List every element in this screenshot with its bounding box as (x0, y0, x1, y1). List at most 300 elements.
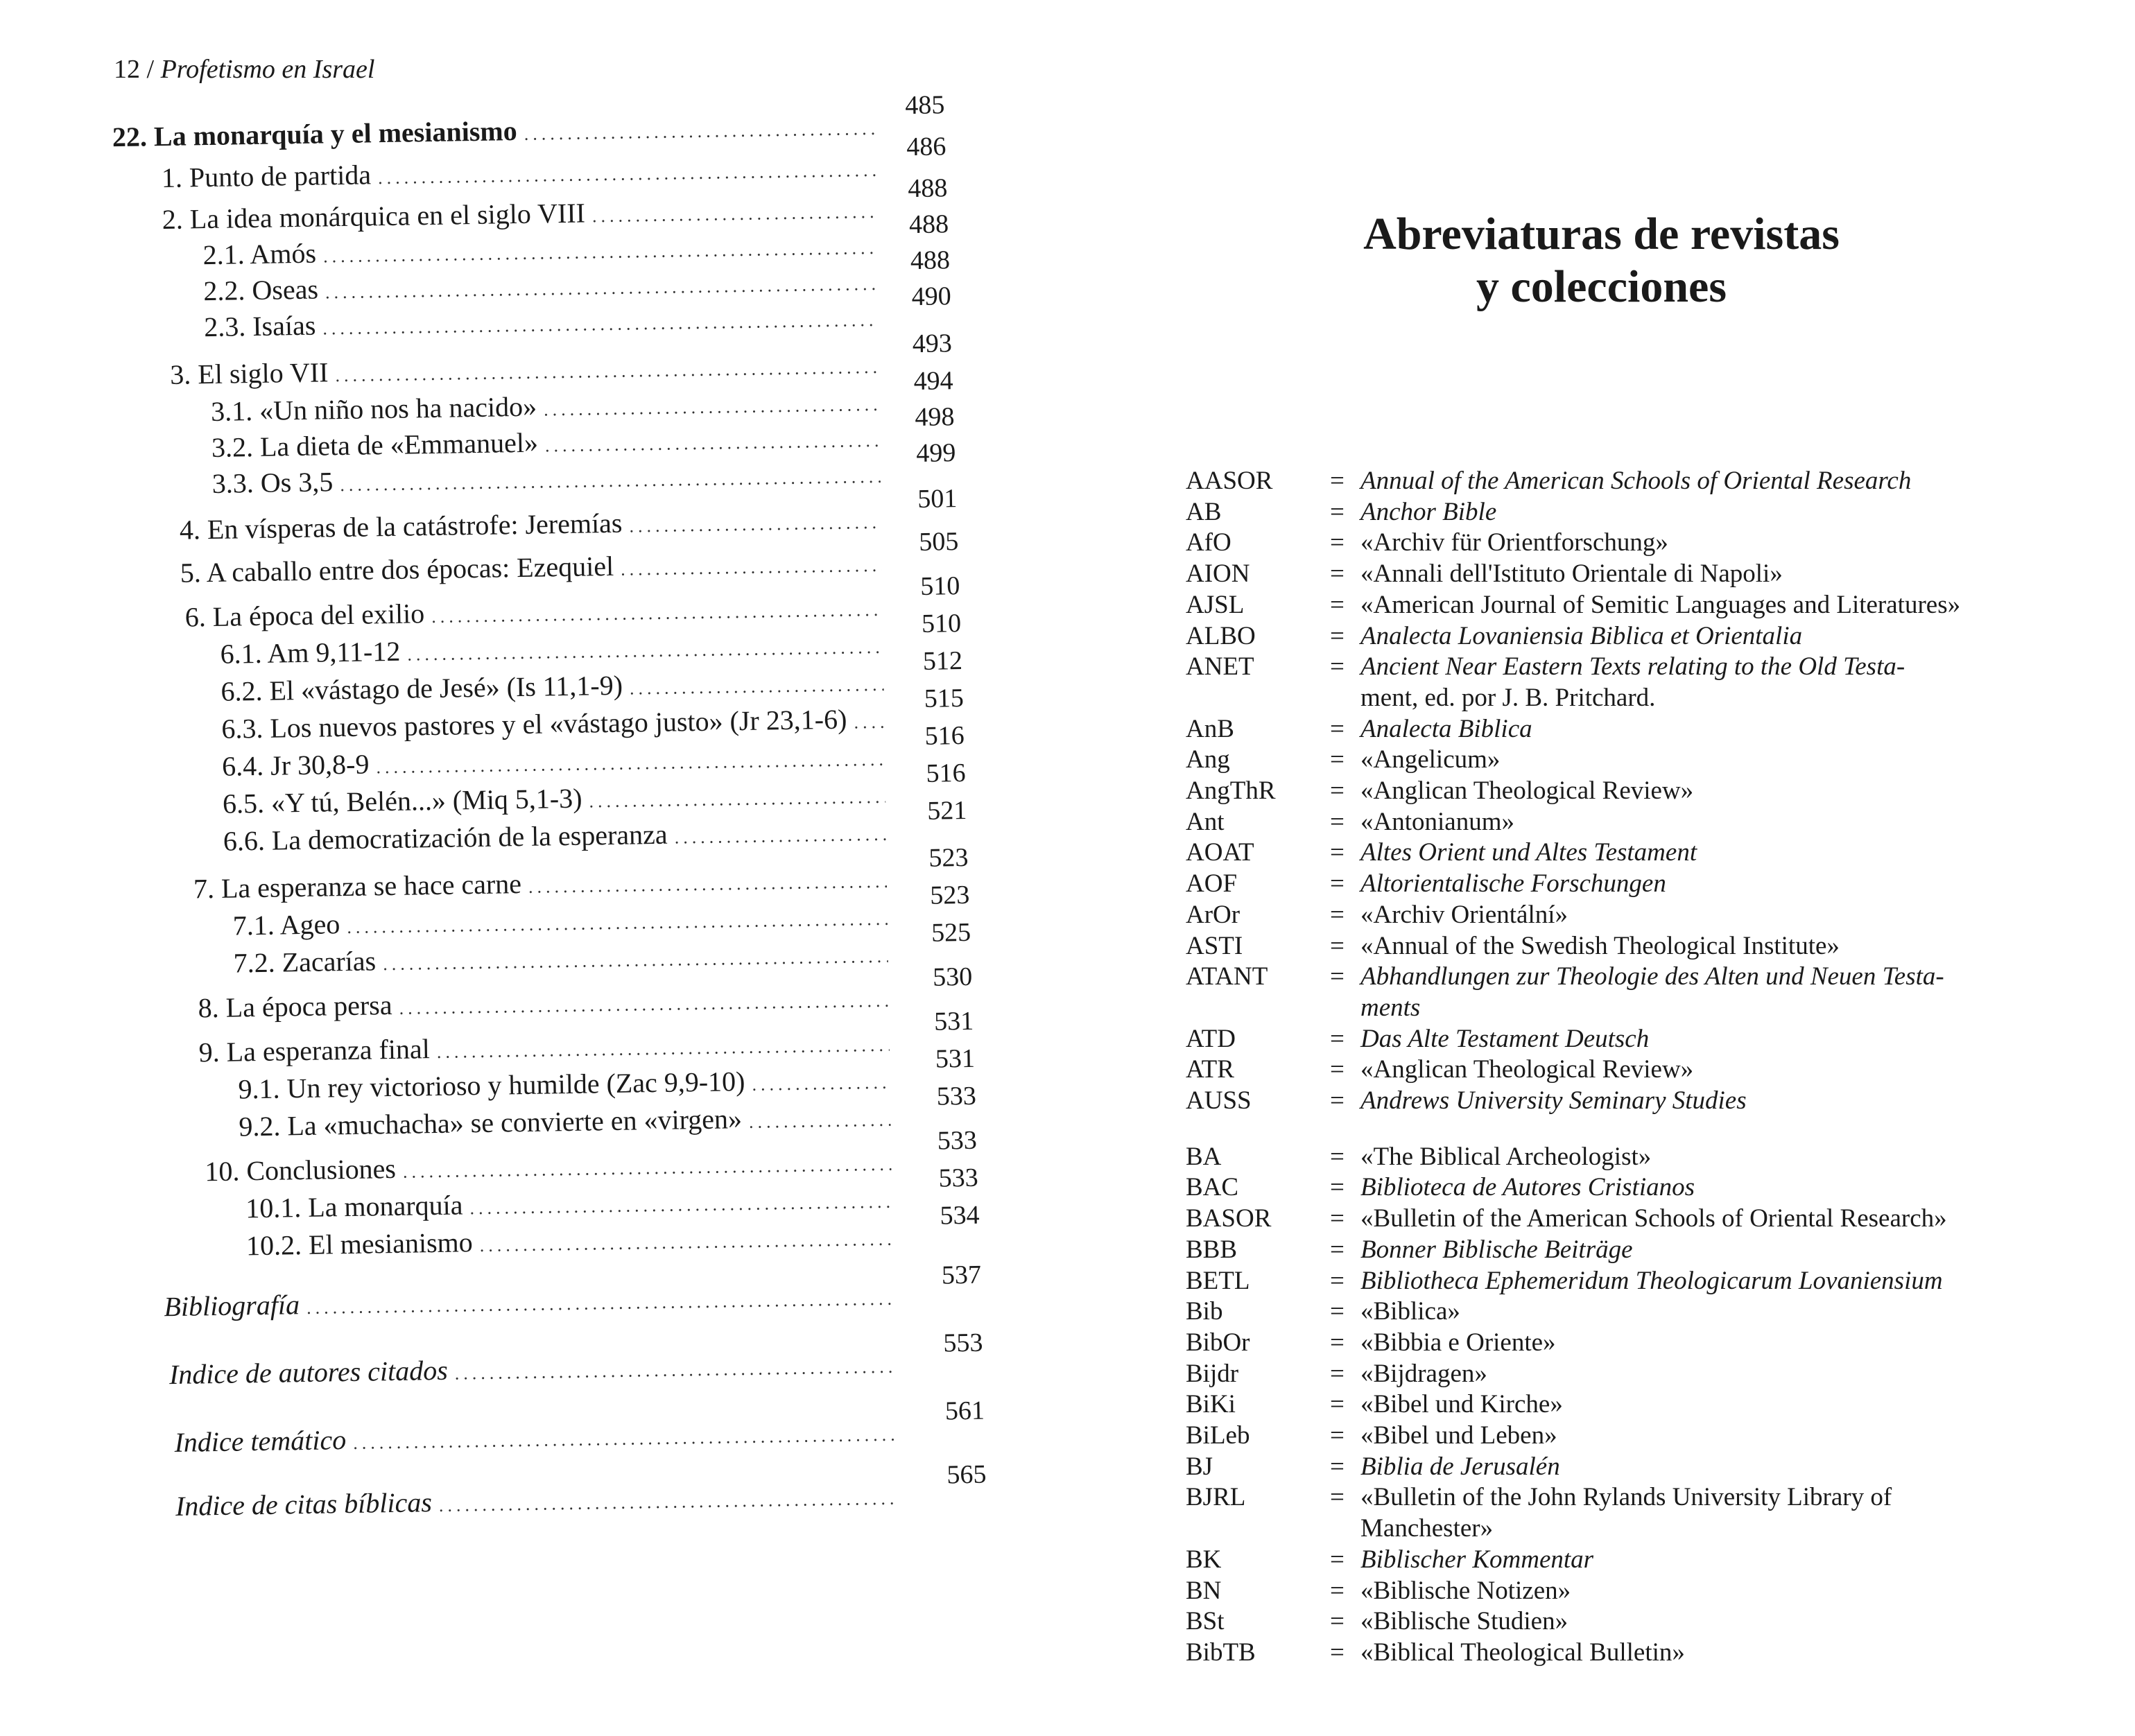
abbreviation-code: AB (1186, 497, 1222, 526)
abbreviation-row (1186, 1606, 2039, 1637)
abbreviation-code: AJSL (1186, 590, 1245, 619)
toc-entry (193, 862, 888, 905)
toc-entry-title: En vísperas de la catástrofe: Jeremías (207, 507, 623, 546)
equals-sign: = (1330, 1483, 1345, 1512)
toc-entry-title: Indice temático (174, 1424, 347, 1458)
toc-entry-title: Amós (250, 237, 317, 270)
equals-sign: = (1330, 467, 1345, 495)
toc-entry-number: 9.2. (239, 1110, 288, 1143)
equals-sign: = (1330, 745, 1345, 774)
dot-leader (376, 749, 885, 779)
toc-entry-title: La monarquía (307, 1189, 463, 1223)
dot-leader (544, 394, 879, 421)
toc-entry-title: «Un niño nos ha nacido» (259, 390, 537, 426)
toc-entry-label (162, 158, 379, 194)
abbreviation-code: AOF (1186, 869, 1238, 899)
abbreviation-code: ALBO (1186, 621, 1256, 650)
abbreviation-row (1186, 1576, 2039, 1606)
equals-sign (1330, 683, 1360, 713)
abbreviation-row (1186, 931, 2039, 962)
abbreviation-code: ATANT (1186, 962, 1268, 991)
abbreviation-definition: «Anglican Theological Review» (1360, 776, 1694, 805)
toc-entry-title: Os 3,5 (260, 466, 334, 498)
abbreviation-definition: «The Biblical Archeologist» (1360, 1142, 1652, 1171)
toc-entry-number: 10. (205, 1155, 247, 1188)
abbreviation-definition: Biblioteca de Autores Cristianos (1360, 1173, 1695, 1202)
equals-sign: = (1330, 807, 1345, 836)
dot-leader (347, 909, 888, 938)
equals-sign: = (1330, 1638, 1345, 1667)
toc-entry-title: La época del exilio (212, 598, 425, 632)
toc-page-number: 485 (905, 90, 945, 121)
toc-entry (184, 590, 883, 634)
toc-entry-number: 2.3. (203, 311, 253, 343)
toc-entry (233, 937, 888, 980)
toc-entry (221, 665, 884, 708)
abbreviation-code (1186, 1513, 1330, 1544)
toc-entry-number: 6.4. (221, 749, 271, 782)
toc-page-number: 531 (935, 1043, 976, 1074)
toc-entry (239, 1100, 891, 1143)
toc-page-number: 533 (937, 1125, 978, 1156)
toc-entry-label (232, 908, 347, 942)
abbreviation-definition: «Bulletin of the American Schools of Oriental Research» (1360, 1204, 1947, 1233)
abbreviation-definition: Altes Orient und Altes Testament (1360, 838, 1697, 867)
toc-page-number: 488 (910, 245, 951, 276)
abbreviation-code: BibOr (1186, 1328, 1250, 1357)
abbreviation-code: ATR (1186, 1055, 1234, 1084)
toc-entry-label (205, 1152, 403, 1188)
dot-leader (854, 712, 884, 734)
toc-entry-label (220, 635, 407, 670)
toc-entry-title: Indice de citas bíblicas (175, 1486, 433, 1522)
abbreviation-definition: Bonner Biblische Beiträge (1360, 1235, 1633, 1264)
abbreviation-row (1186, 1545, 2039, 1575)
dot-leader (545, 431, 880, 457)
toc-entry-number: 3. (169, 358, 198, 390)
toc-page-number: 505 (918, 527, 959, 557)
toc-entry (223, 815, 887, 858)
abbreviation-definition: «Archiv Orientální» (1360, 900, 1568, 929)
dot-leader (353, 1425, 896, 1454)
abbreviation-row (1186, 1482, 2039, 1513)
equals-sign: = (1330, 559, 1345, 589)
dot-leader (323, 238, 877, 268)
equals-sign: = (1330, 1390, 1345, 1419)
toc-entry (223, 777, 886, 820)
abbreviation-code: Bijdr (1186, 1359, 1239, 1388)
abbreviation-row (1186, 1452, 2039, 1482)
toc-entry (211, 421, 881, 464)
left-page (0, 0, 1040, 1736)
dot-leader (306, 1289, 894, 1319)
equals-sign: = (1330, 1266, 1345, 1295)
abbreviation-definition: «Biblical Theological Bulletin» (1360, 1638, 1685, 1667)
dot-leader (589, 787, 885, 813)
abbreviation-definition: Ancient Near Eastern Texts relating to the Old Testa- (1360, 652, 1905, 682)
equals-sign: = (1330, 962, 1345, 991)
toc-page-number: 516 (924, 720, 965, 751)
toc-entry-title: A caballo entre dos épocas: Ezequiel (206, 550, 614, 589)
equals-sign: = (1330, 1055, 1345, 1084)
toc-entry-number: 4. (179, 514, 208, 546)
abbreviation-code: BiKi (1186, 1390, 1236, 1419)
abbreviation-definition: «Antonianum» (1360, 807, 1514, 836)
abbreviation-code: ASTI (1186, 931, 1243, 960)
toc-page-number: 533 (936, 1081, 977, 1111)
abbreviation-code: BJRL (1186, 1483, 1246, 1512)
toc-entry-number: 22. (112, 121, 155, 153)
abbreviation-code: BBB (1186, 1235, 1238, 1264)
toc-entry-number: 2.1. (202, 238, 250, 271)
dot-leader (528, 871, 887, 898)
toc-entry-label (238, 1065, 752, 1106)
toc-entry (169, 1347, 895, 1391)
equals-sign: = (1330, 1607, 1345, 1636)
abbreviation-definition: «Bijdragen» (1360, 1359, 1487, 1388)
toc-entry-number: 6. (184, 600, 214, 633)
abbreviation-definition: Anchor Bible (1360, 497, 1497, 526)
abbreviation-code: BJ (1186, 1452, 1213, 1481)
equals-sign: = (1330, 1297, 1345, 1326)
toc-entry-title: Un rey victorioso y humilde (Zac 9,9-10) (286, 1066, 745, 1104)
toc-entry-label (180, 550, 621, 589)
toc-entry (204, 300, 879, 343)
abbreviation-definition: «Archiv für Orientforschung» (1360, 528, 1668, 557)
toc-entry-title: El siglo VII (197, 356, 329, 390)
toc-entry (211, 457, 881, 500)
equals-sign (1330, 993, 1360, 1023)
abbreviation-definition: Abhandlungen zur Theologie des Alten und Neuen Testa- (1360, 962, 1944, 991)
toc-entry (238, 1063, 890, 1106)
toc-page-number: 534 (940, 1200, 980, 1231)
abbreviation-code: Bib (1186, 1297, 1223, 1326)
toc-entry-label (245, 1188, 470, 1224)
abbreviation-row (1186, 962, 2039, 992)
abbreviation-row (1186, 1328, 2039, 1358)
dot-leader (431, 600, 883, 627)
toc-page-number: 531 (933, 1006, 974, 1036)
toc-entry (175, 1479, 897, 1522)
toc-entry-label (211, 390, 544, 428)
dot-leader (752, 1073, 890, 1095)
toc-entry (221, 702, 885, 745)
abbreviation-definition: «Anglican Theological Review» (1360, 1055, 1694, 1084)
toc-entry-title: Oseas (252, 273, 319, 306)
toc-entry-label (164, 1288, 306, 1323)
abbreviation-code: Ang (1186, 745, 1230, 774)
abbreviation-code: AUSS (1186, 1086, 1252, 1115)
heading-line-1: Abreviaturas de revistas (1363, 209, 1840, 259)
abbreviation-code: BibTB (1186, 1638, 1256, 1667)
toc-entry (222, 740, 885, 783)
toc-entry-title: La esperanza se hace carne (221, 868, 522, 904)
abbreviation-definition: «Bulletin of the John Rylands University Library of (1360, 1483, 1892, 1512)
toc-entry-label (193, 867, 529, 905)
toc-entry-title: El «vástago de Jesé» (Is 11,1-9) (269, 669, 623, 706)
abbreviation-definition: ments (1360, 993, 1421, 1022)
equals-sign: = (1330, 1173, 1345, 1202)
abbreviation-row (1186, 1142, 2039, 1172)
abbreviation-code: BA (1186, 1142, 1222, 1171)
dot-leader (469, 1192, 892, 1219)
toc-page-number: 561 (944, 1396, 985, 1426)
equals-sign: = (1330, 652, 1345, 682)
toc-entry-title: La dieta de «Emmanuel» (259, 426, 539, 462)
toc-page-number: 516 (926, 758, 966, 788)
toc-page-number: 523 (929, 880, 970, 910)
abbreviation-code: BN (1186, 1576, 1222, 1605)
toc-entry-label (184, 597, 431, 634)
toc-entry-label (239, 1102, 749, 1143)
equals-sign: = (1330, 869, 1345, 899)
abbreviation-row (1186, 714, 2039, 745)
toc-entry-title: «Y tú, Belén...» (Miq 5,1-3) (270, 782, 582, 819)
abbreviation-code: ANET (1186, 652, 1254, 682)
toc-entry-title: La esperanza final (226, 1033, 431, 1068)
abbreviation-row (1186, 1638, 2039, 1668)
equals-sign: = (1330, 1024, 1345, 1053)
abbreviation-row (1186, 1296, 2039, 1327)
toc-page-number: 486 (906, 132, 947, 162)
toc-entry-title: Los nuevos pastores y el «vástago justo» (Jr 23,1-6) (270, 703, 847, 744)
abbreviation-row (1186, 497, 2039, 528)
toc-entry-number: 8. (198, 991, 227, 1024)
abbreviation-definition: Altorientalische Forschungen (1360, 869, 1666, 899)
toc-entry-label (221, 702, 854, 745)
toc-entry (164, 1279, 894, 1323)
abbreviation-row (1186, 652, 2039, 682)
abbreviation-code: BASOR (1186, 1204, 1272, 1233)
abbreviation-code: Ant (1186, 807, 1225, 836)
dot-leader (399, 991, 889, 1019)
toc-entry-number: 3.3. (211, 467, 261, 499)
toc-page-number: 499 (915, 438, 956, 469)
equals-sign: = (1330, 1576, 1345, 1605)
abbreviation-definition: Biblischer Kommentar (1360, 1545, 1594, 1574)
abbreviation-row (1186, 1513, 2039, 1544)
abbreviation-definition: Das Alte Testament Deutsch (1360, 1024, 1650, 1053)
abbreviation-row (1186, 683, 2039, 713)
abbreviation-definition: «Annali dell'Istituto Orientale di Napoli» (1360, 559, 1783, 589)
toc-entry-number: 6.5. (222, 787, 272, 819)
abbreviation-code: AION (1186, 559, 1250, 589)
toc-entry-label (223, 781, 589, 819)
toc-entry-number: 5. (180, 557, 207, 589)
equals-sign: = (1330, 1142, 1345, 1171)
abbreviation-definition: Bibliotheca Ephemeridum Theologicarum Lovaniensium (1360, 1266, 1943, 1295)
running-head (114, 54, 374, 85)
equals-sign: = (1330, 1452, 1345, 1481)
toc-entry (246, 1219, 893, 1262)
equals-sign: = (1330, 497, 1345, 526)
toc-page-number: 565 (947, 1459, 987, 1490)
abbreviation-row (1186, 1054, 2039, 1085)
toc-entry (211, 385, 880, 428)
toc-entry-title: El mesianismo (308, 1226, 474, 1260)
abbreviation-row (1186, 559, 2039, 589)
toc-page-number: 553 (943, 1328, 983, 1358)
abbreviation-definition: «Angelicum» (1360, 745, 1501, 774)
abbreviation-row (1186, 869, 2039, 899)
toc-entry-label (204, 309, 323, 343)
abbreviation-row (1186, 745, 2039, 775)
toc-entry-number: 2. (162, 203, 191, 236)
dot-leader (383, 946, 888, 975)
abbreviation-row (1186, 528, 2039, 558)
toc-entry-label (112, 114, 524, 153)
equals-sign: = (1330, 838, 1345, 867)
abbreviation-code: AnB (1186, 714, 1234, 743)
abbreviation-definition: «Bibbia e Oriente» (1360, 1328, 1556, 1357)
toc-page-number: 533 (938, 1163, 979, 1193)
toc-entry-label (179, 507, 629, 546)
page-number: 12 (114, 55, 140, 84)
abbreviation-row (1186, 993, 2039, 1023)
abbreviation-row (1186, 837, 2039, 868)
toc-entry (220, 627, 883, 670)
equals-sign: = (1330, 931, 1345, 960)
abbreviation-code: ArOr (1186, 900, 1241, 929)
toc-entry (162, 150, 876, 194)
abbreviation-definition: Andrews University Seminary Studies (1360, 1086, 1747, 1115)
toc-entry-number: 2.2. (203, 275, 252, 307)
abbreviation-definition: «Bibel und Kirche» (1360, 1390, 1563, 1419)
toc-entry-number: 10.1. (245, 1191, 309, 1224)
abbreviation-row (1186, 590, 2039, 620)
equals-sign: = (1330, 776, 1345, 805)
abbreviation-row (1186, 1266, 2039, 1296)
abbreviation-definition: «American Journal of Semitic Languages and Literatures» (1360, 590, 1961, 619)
abbreviation-row (1186, 1235, 2039, 1265)
abbreviation-code (1186, 993, 1330, 1023)
toc-page-number: 494 (913, 366, 953, 397)
toc-entry-title: Indice de autores citados (168, 1354, 449, 1391)
abbreviation-definition: Manchester» (1360, 1514, 1494, 1543)
toc-entry (203, 264, 878, 307)
dot-leader (592, 202, 876, 227)
toc-entry-label (170, 356, 336, 391)
toc-page-number: 537 (941, 1260, 982, 1290)
toc-entry-title: Jr 30,8-9 (270, 748, 370, 781)
toc-entry-title: Bibliografía (164, 1289, 300, 1323)
toc-page-number: 498 (915, 402, 955, 433)
dot-leader (480, 1229, 893, 1256)
toc-page-number: 490 (911, 281, 952, 312)
toc-page-number: 488 (907, 173, 948, 204)
abbreviation-definition: «Biblische Notizen» (1360, 1576, 1571, 1605)
dot-leader (630, 675, 884, 700)
toc-entry (232, 899, 888, 942)
toc-entry (179, 503, 881, 546)
toc-entry-number: 6.3. (221, 712, 270, 745)
abbreviation-definition: Analecta Biblica (1360, 714, 1532, 743)
dot-leader (437, 1035, 890, 1063)
abbreviation-row (1186, 776, 2039, 806)
dot-leader (524, 119, 875, 145)
toc-entry-label (222, 747, 377, 782)
toc-entry-title: Conclusiones (246, 1152, 397, 1187)
abbreviation-definition: Annual of the American Schools of Oriental Research (1360, 467, 1912, 495)
toc-entry-label (198, 1032, 437, 1068)
abbreviation-row (1186, 807, 2039, 837)
toc-entry-title: Am 9,11-12 (267, 635, 401, 669)
abbreviation-definition: ment, ed. por J. B. Pritchard. (1360, 683, 1656, 712)
toc-entry-number: 3.2. (211, 431, 261, 463)
equals-sign: = (1330, 1545, 1345, 1574)
toc-page-number: 493 (912, 329, 953, 359)
toc-entry-label (198, 989, 399, 1025)
abbreviation-row (1186, 900, 2039, 930)
toc-entry-number: 7.1. (232, 909, 280, 941)
abbreviation-code: BSt (1186, 1607, 1225, 1636)
dot-leader (629, 512, 881, 537)
toc-entry (198, 1025, 890, 1069)
toc-entry-number: 9. (198, 1036, 227, 1068)
toc-entry-label (211, 465, 340, 500)
abbreviation-code: AOAT (1186, 838, 1254, 867)
toc-entry-title: La democratización de la esperanza (271, 818, 668, 856)
equals-sign: = (1330, 1086, 1345, 1115)
running-head-separator: / (146, 55, 155, 84)
toc-entry-number: 10.2. (245, 1229, 309, 1262)
equals-sign: = (1330, 1359, 1345, 1388)
abbreviation-row (1186, 466, 2039, 496)
toc-page-number: 525 (931, 917, 971, 948)
toc-page-number: 521 (927, 795, 967, 826)
dot-leader (674, 824, 886, 849)
toc-entry-label (233, 944, 383, 979)
abbreviation-definition: Biblia de Jerusalén (1360, 1452, 1560, 1481)
equals-sign: = (1330, 1204, 1345, 1233)
page-title (1068, 208, 2135, 313)
toc-entry-title: Zacarías (282, 945, 377, 978)
abbreviation-definition: Analecta Lovaniensia Biblica et Orientalia (1360, 621, 1803, 650)
toc-entry (174, 1415, 896, 1459)
toc-entry-label (211, 426, 546, 464)
abbreviation-row (1186, 1204, 2039, 1234)
equals-sign (1330, 1513, 1360, 1544)
abbreviation-row (1186, 1172, 2039, 1203)
dot-leader (407, 637, 883, 666)
equals-sign: = (1330, 900, 1345, 929)
toc-entry (205, 1145, 892, 1188)
dot-leader (378, 160, 876, 189)
equals-sign: = (1330, 1235, 1345, 1264)
dot-leader (439, 1488, 897, 1516)
toc-entry-number: 6.1. (220, 637, 268, 670)
abbreviation-definition: «Biblische Studien» (1360, 1607, 1568, 1636)
toc-entry (245, 1182, 892, 1225)
dot-leader (325, 274, 878, 304)
abbreviation-code: BiLeb (1186, 1421, 1250, 1450)
toc-entry-title: Punto de partida (189, 159, 372, 193)
dot-leader (340, 467, 881, 496)
toc-entry-title: La idea monárquica en el siglo VIII (189, 197, 586, 235)
abbreviation-row (1186, 1086, 2039, 1116)
dot-leader (455, 1357, 895, 1385)
toc-entry-number: 6.6. (223, 824, 273, 857)
toc-entry-label (162, 196, 592, 236)
abbreviation-row (1186, 1421, 2039, 1451)
toc-entry-title: Isaías (252, 309, 316, 342)
toc-entry-number: 7.2. (233, 946, 283, 979)
book-title: Profetismo en Israel (160, 55, 375, 84)
dot-leader (403, 1154, 892, 1183)
abbreviation-definition: «Annual of the Swedish Theological Institute» (1360, 931, 1840, 960)
equals-sign: = (1330, 714, 1345, 743)
abbreviation-code: AfO (1186, 528, 1231, 557)
